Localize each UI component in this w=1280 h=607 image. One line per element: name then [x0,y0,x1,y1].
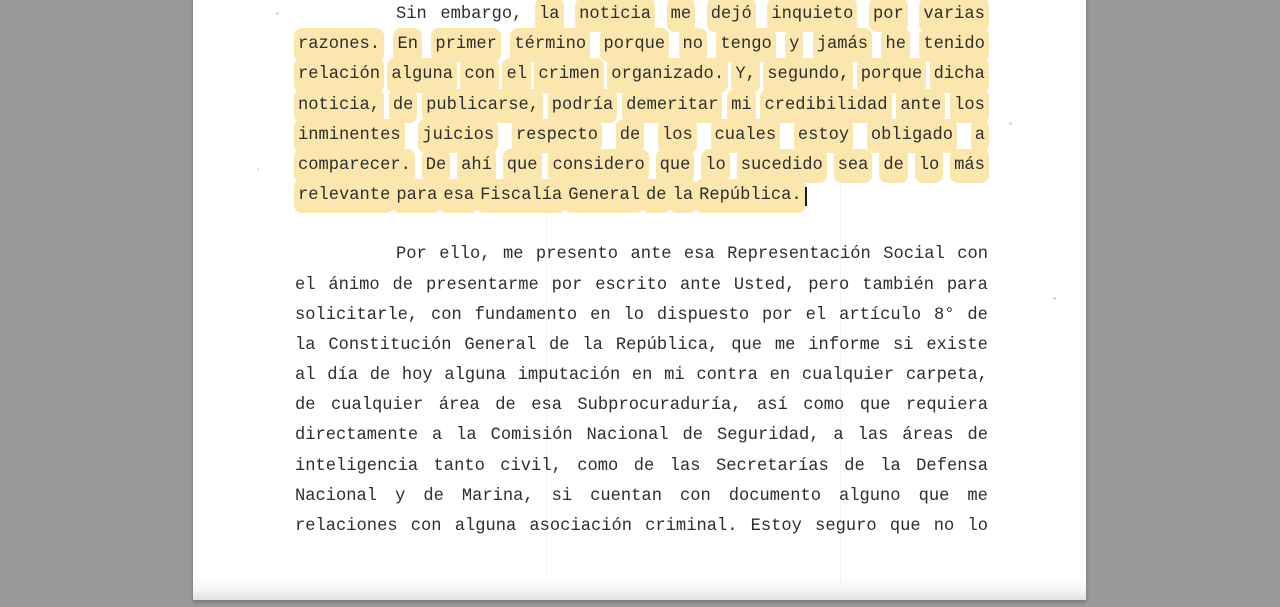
plain-text: en [590,305,611,325]
plain-text: esa [683,245,715,265]
plain-text: Social [883,245,945,265]
plain-text: en [631,366,653,386]
plain-text: áreas [902,426,954,446]
plain-text: me [967,486,988,506]
text-line [295,482,988,512]
highlighted-text: credibilidad [760,89,891,123]
highlighted-text: los [950,89,989,123]
highlighted-text: razones. [294,28,384,62]
text-line [295,91,988,121]
scan-speck [1053,297,1056,300]
highlighted-text: dicha [930,58,989,92]
highlighted-text: tengo [716,28,775,62]
plain-text: 8° [934,305,955,325]
text-line [295,421,988,451]
plain-text: tanto [433,456,485,476]
plain-text: la [456,426,477,446]
highlighted-text: podría [548,89,618,123]
highlighted-text: esa [439,179,478,213]
highlighted-text: de [879,149,908,183]
highlighted-text: varias [919,0,989,32]
highlighted-text: organizado. [607,58,728,92]
plain-text: existe [926,335,988,355]
plain-text: área [438,396,480,416]
plain-text: Marina, [461,486,534,506]
plain-text: artículo [839,305,922,325]
highlighted-text: que [503,149,542,183]
highlighted-text: relevante [294,179,394,213]
text-line [295,452,988,482]
plain-text: informe [808,335,881,355]
plain-text: no [933,517,955,536]
highlighted-text: sucedido [737,149,827,183]
plain-text: las [669,456,701,476]
plain-text: lo [623,305,644,325]
plain-text: embargo, [440,5,523,24]
plain-text: civil, [500,456,562,476]
highlighted-text: considero [548,149,648,183]
plain-text: contra [696,366,758,386]
plain-text: para [946,275,988,295]
plain-text: Usted, [733,275,796,295]
text-line [295,512,988,542]
plain-text: de [369,366,391,386]
highlighted-text: lo [701,149,730,183]
text-line [295,301,988,331]
highlighted-text: demeritar [622,89,722,123]
highlighted-text: de [642,179,671,213]
plain-text: de [682,426,704,446]
plain-text: presentarme [425,275,539,295]
plain-text: República, [615,335,719,355]
highlighted-text: De [422,149,451,183]
highlighted-text: porque [600,28,670,62]
highlighted-text: mi [727,89,756,123]
document-text-body[interactable] [295,0,988,542]
text-line [295,181,988,211]
highlighted-text: juicios [418,119,498,153]
plain-text: requiera [905,396,988,416]
plain-text: de [844,456,865,476]
plain-text: como [577,456,619,476]
plain-text: en [769,366,791,386]
paragraph-1 [295,0,988,211]
plain-text: de [549,335,570,355]
plain-text: a [833,426,844,446]
plain-text: alguna [444,366,506,386]
plain-text: las [857,426,889,446]
text-line [295,271,988,301]
plain-text: de [392,275,414,295]
highlighted-text: Y, [731,58,760,92]
plain-text: como [803,396,845,416]
plain-text: día [327,366,358,386]
plain-text: ánimo [328,275,380,295]
plain-text: con [957,245,988,265]
plain-text: de [967,426,988,446]
plain-text: si [892,335,914,355]
paragraph-2 [295,240,988,542]
plain-text: de [495,396,516,416]
highlighted-text: con [460,58,499,92]
plain-text: Defensa [916,456,988,476]
highlighted-text: General [564,179,644,213]
highlighted-text: tenido [919,28,989,62]
plain-text: también [862,275,934,295]
plain-text: ante [630,245,672,265]
plain-text: Comisión [490,426,573,446]
text-line [295,331,988,361]
plain-text: el [805,305,827,325]
plain-text: que [889,517,921,536]
highlighted-text: para [392,179,441,213]
plain-text: mi [664,366,685,386]
highlighted-text: que [656,149,695,183]
highlighted-text: la [535,0,564,32]
plain-text: a [432,426,443,446]
highlighted-text: de [389,89,418,123]
plain-text: Secretarías [715,456,829,476]
text-line [295,0,988,30]
plain-text: carpeta, [905,366,988,386]
plain-text: por [551,275,583,295]
plain-text: documento [728,486,822,506]
plain-text: Subprocuraduría, [577,396,742,416]
plain-text: al [295,366,316,386]
plain-text: Nacional [586,426,669,446]
plain-text: de [967,305,988,325]
plain-text: imputación [517,366,621,386]
plain-text: con [410,517,442,536]
plain-text: solicitarle, [295,305,419,325]
plain-text: alguno [839,486,901,506]
highlighted-text: el [502,58,531,92]
plain-text: hoy [401,366,433,386]
plain-text: Representación [727,245,871,265]
plain-text: presento [535,245,618,265]
plain-text: por [762,305,793,325]
highlighted-text: relación [294,58,384,92]
plain-text: y [395,486,406,506]
text-line [295,151,988,181]
plain-text: así [756,396,788,416]
plain-text: que [918,486,950,506]
highlighted-text: publicarse, [422,89,543,123]
highlighted-text: los [658,119,697,153]
highlighted-text: sea [834,149,873,183]
scan-speck [276,12,279,15]
plain-text: alguna [454,517,517,536]
highlighted-text: estoy [794,119,853,153]
plain-text: ante [679,275,721,295]
highlighted-text: lo [915,149,944,183]
highlighted-text: término [510,28,590,62]
plain-text: fundamento [474,305,578,325]
plain-text: relaciones [295,517,398,536]
text-line [295,391,988,421]
plain-text: asociación [529,517,632,536]
highlighted-text: jamás [813,28,872,62]
scan-speck [1009,122,1012,125]
page-bottom-shadow [193,578,1086,600]
highlighted-text: alguna [387,58,457,92]
plain-text: con [430,305,462,325]
plain-text: ello, [439,245,491,265]
text-line [295,60,988,90]
highlighted-text: República. [695,179,806,213]
plain-text: escrito [595,275,668,295]
plain-text: la [880,456,901,476]
highlighted-text: ante [896,89,945,123]
highlighted-text: segundo, [763,58,853,92]
plain-text: la [582,335,603,355]
plain-text: criminal. [645,517,738,536]
plain-text: la [295,335,316,355]
highlighted-text: obligado [867,119,957,153]
highlighted-text: ahí [457,149,496,183]
highlighted-text: porque [857,58,927,92]
highlighted-text: inquieto [767,0,857,32]
plain-text: dispuesto [656,305,750,325]
plain-text: Constitución [328,335,452,355]
plain-text: si [551,486,573,506]
scan-speck [257,168,259,170]
plain-text: cualquier [801,366,895,386]
text-line [295,240,988,270]
plain-text: esa [531,396,562,416]
plain-text: me [502,245,524,265]
highlighted-text: comparecer. [294,149,415,183]
highlighted-text: a [971,119,989,153]
plain-text: lo [967,517,988,536]
highlighted-text: me [667,0,696,32]
plain-text: seguro [815,517,877,536]
highlighted-text: noticia, [294,89,384,123]
plain-text: de [633,456,655,476]
plain-text: de [295,396,316,416]
plain-text: cualquier [330,396,424,416]
highlighted-text: he [881,28,910,62]
text-caret [805,187,807,206]
plain-text: directamente [295,426,419,446]
highlighted-text: inminentes [294,119,405,153]
plain-text: me [774,335,796,355]
highlighted-text: de [616,119,645,153]
plain-text: cuentan [590,486,662,506]
highlighted-text: la [669,179,698,213]
highlighted-text: crimen [534,58,604,92]
plain-text: Nacional [295,486,378,506]
plain-text: el [295,275,316,295]
highlighted-text: más [950,149,989,183]
highlighted-text: cuales [711,119,781,153]
plain-text: con [679,486,711,506]
text-line [295,30,988,60]
highlighted-text: por [869,0,908,32]
plain-text: Estoy [750,517,802,536]
highlighted-text: primer [431,28,501,62]
highlighted-text: no [679,28,708,62]
highlighted-text: y [785,28,803,62]
plain-text: General [464,335,537,355]
text-line [295,121,988,151]
text-line [295,361,988,391]
plain-text: Seguridad, [716,426,820,446]
plain-text: pero [808,275,850,295]
highlighted-text: noticia [575,0,655,32]
scanned-page[interactable] [193,0,1086,600]
plain-text: que [731,335,763,355]
plain-text: Sin [396,5,427,24]
highlighted-text: respecto [512,119,602,153]
plain-text: que [859,396,891,416]
plain-text: inteligencia [295,456,419,476]
highlighted-text: dejó [707,0,756,32]
highlighted-text: Fiscalía [476,179,566,213]
plain-text: Por [396,245,427,265]
highlighted-text: En [393,28,422,62]
plain-text: de [423,486,444,506]
